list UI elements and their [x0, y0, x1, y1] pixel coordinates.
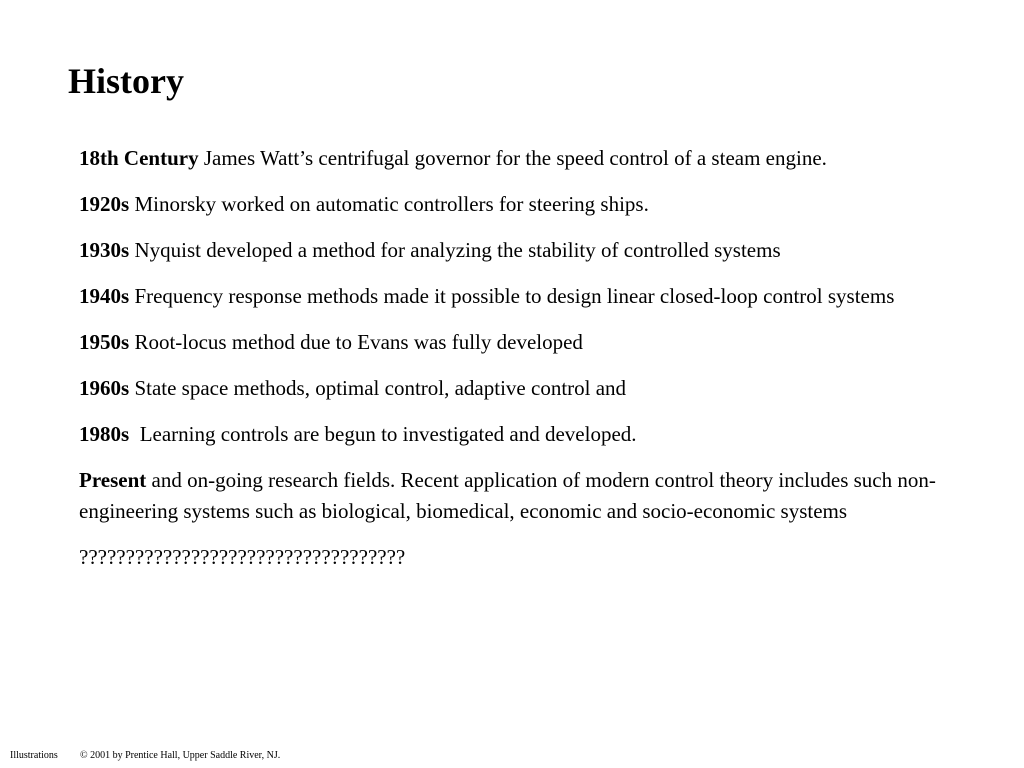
slide-title: History	[68, 61, 184, 101]
entry-label: 1980s	[79, 422, 130, 446]
history-entry-1920s	[79, 189, 969, 220]
history-entry-1930s	[79, 235, 969, 266]
slide-footer	[10, 748, 280, 764]
entry-text: Learning controls are begun to investigated and developed.	[129, 422, 637, 446]
entry-text: Frequency response methods made it possible to design linear closed-loop control systems	[129, 284, 895, 308]
entry-text: ???????????????????????????????????	[79, 544, 406, 569]
history-list	[79, 143, 969, 588]
entry-label: 1920s	[79, 192, 130, 216]
entry-label: Present	[79, 468, 147, 492]
history-entry-placeholder	[79, 542, 969, 573]
history-entry-present	[79, 465, 969, 526]
history-entry-1960s	[79, 373, 969, 404]
entry-label: 1940s	[79, 284, 130, 308]
entry-text: James Watt’s centrifugal governor for the speed control of a steam engine.	[198, 146, 827, 170]
entry-text: State space methods, optimal control, adaptive control and	[129, 376, 627, 400]
footer-label: Illustrations	[10, 750, 58, 761]
history-entry-1980s	[79, 419, 969, 450]
entry-label: 18th Century	[79, 146, 199, 170]
entry-label: 1930s	[79, 238, 130, 262]
entry-text: Nyquist developed a method for analyzing the stability of controlled systems	[129, 238, 781, 262]
entry-text: Root-locus method due to Evans was fully developed	[129, 330, 583, 354]
entry-text: and on-going research fields. Recent application of modern control theory includes such non-engineering systems such as biological, biomedical, economic and socio-economic systems	[79, 468, 936, 523]
entry-label: 1960s	[79, 376, 130, 400]
entry-label: 1950s	[79, 330, 130, 354]
history-entry-1950s	[79, 327, 969, 358]
footer-copyright: © 2001 by Prentice Hall, Upper Saddle River, NJ.	[80, 750, 281, 761]
history-entry-1940s	[79, 281, 969, 312]
history-entry-18th-century	[79, 143, 969, 174]
entry-text: Minorsky worked on automatic controllers for steering ships.	[129, 192, 649, 216]
